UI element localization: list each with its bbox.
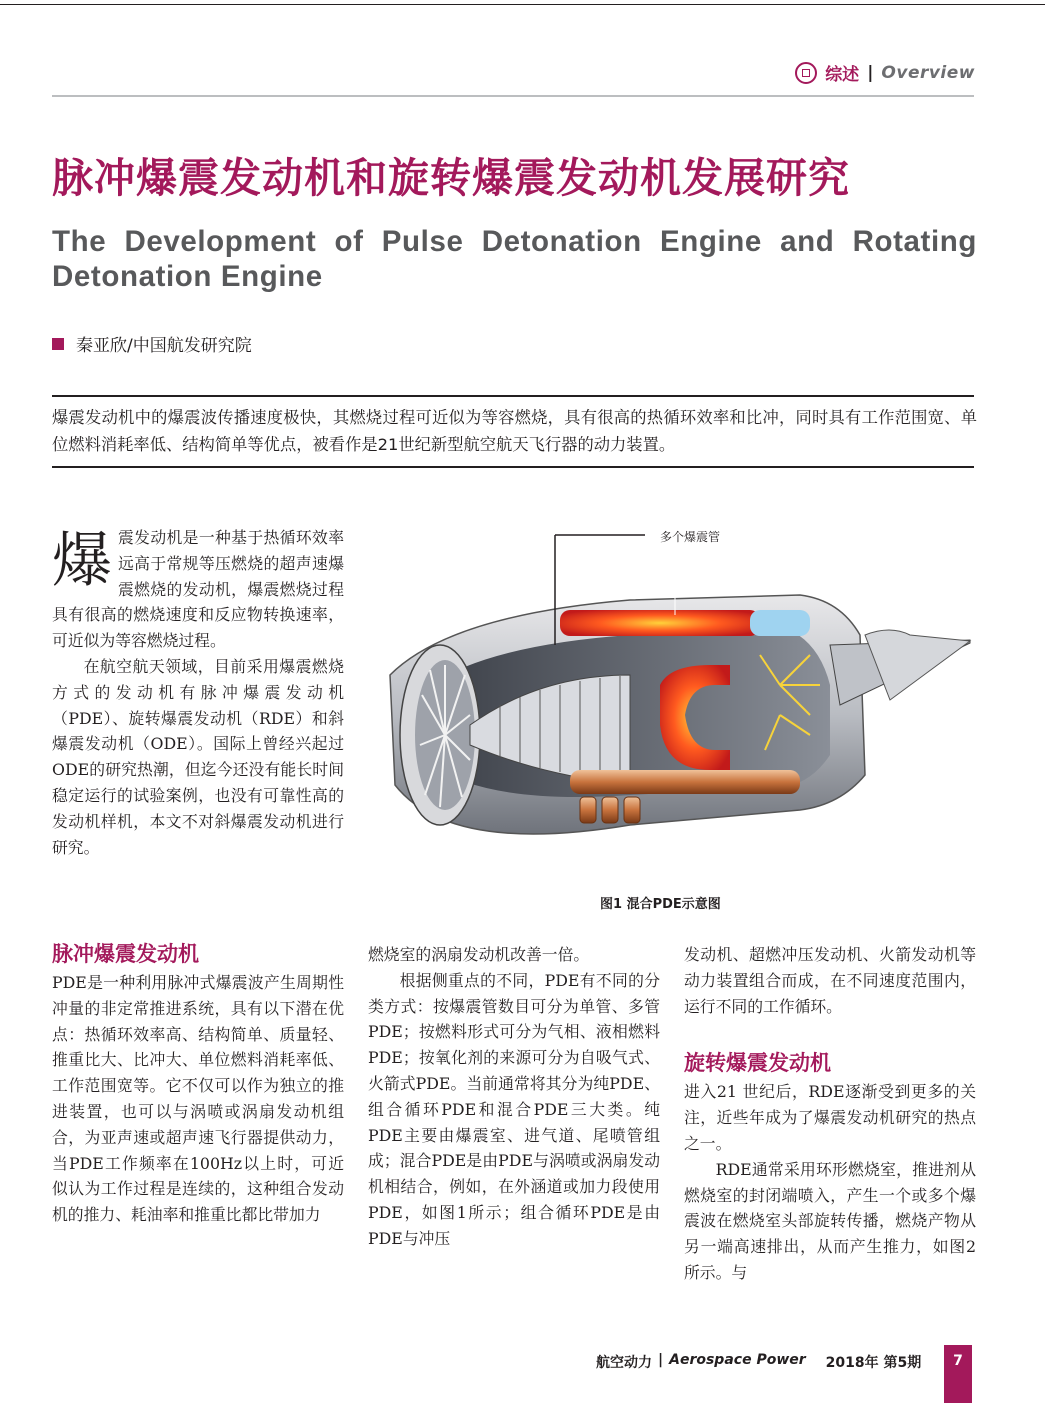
intro-text <box>52 525 344 860</box>
article-title-cn: 脉冲爆震发动机和旋转爆震发动机发展研究 <box>52 154 850 202</box>
section-heading-pde: 脉冲爆震发动机 <box>52 942 199 966</box>
journal-name-en: Aerospace Power <box>669 1352 806 1368</box>
column-1 <box>52 940 344 1228</box>
author-bullet-icon <box>52 338 64 350</box>
author-name: 秦亚欣/中国航发研究院 <box>76 336 252 356</box>
journal-name-cn: 航空动力 <box>596 1355 652 1371</box>
col3-paragraph-1: 发动机、超燃冲压发动机、火箭发动机等动力装置组合而成，在不同速度范围内，运行不同的工作循环。 <box>684 945 976 1016</box>
abstract-bottom-rule <box>52 466 974 468</box>
pde-paragraph: PDE是一种利用脉冲式爆震波产生周期性冲量的非定常推进系统，具有以下潜在优点：热循环效率高、结构简单、质量轻、推重比大、比冲大、单位燃料消耗率低、工作范围宽等。它不仅可以作为独立的推进装置，也可以与涡喷或涡扇发动机组合，为亚声速或超声速飞行器提供动力，当PDE工作频率在100Hz以上时，可近似认为工作过程是连续的，这种组合发动机的推力、耗油率和推重比都比带加力 <box>52 973 344 1225</box>
section-heading-rde: 旋转爆震发动机 <box>684 1051 831 1076</box>
column-3 <box>684 942 976 1286</box>
author-line <box>52 331 252 356</box>
section-separator: | <box>867 62 874 83</box>
intro-paragraph-1: 震发动机是一种基于热循环效率远高于常规等压燃烧的超声速爆震燃烧的发动机，爆震燃烧过程具有很高的燃烧速度和反应物转换速率，可近似为等容燃烧过程。 <box>52 528 344 651</box>
hybrid-pde-illustration <box>370 525 975 885</box>
figure-caption: 图1 混合PDE示意图 <box>600 897 721 912</box>
section-tag <box>795 60 975 85</box>
section-label-cn: 综述 <box>825 65 860 85</box>
intro-paragraph-2: 在航空航天领域，目前采用爆震燃烧方式的发动机有脉冲爆震发动机（PDE）、旋转爆震发动机（RDE）和斜爆震发动机（ODE）。国际上曾经兴起过ODE的研究热潮，但迄今还没有能长时间稳定运行的试验案例，也没有可靠性高的发动机样机，本文不对斜爆震发动机进行研究。 <box>52 656 344 857</box>
journal-seal-icon <box>795 62 817 84</box>
section-label-en: Overview <box>881 62 975 83</box>
figure-label: 多个爆震管 <box>660 530 721 544</box>
top-border <box>0 4 1045 5</box>
abstract-top-rule <box>52 395 974 397</box>
col3-paragraph-3: RDE通常采用环形燃烧室，推进剂从燃烧室的封闭端喷入，产生一个或多个爆震波在燃烧室头部旋转传播，燃烧产物从另一端高速排出，从而产生推力，如图2所示。与 <box>684 1159 976 1282</box>
header-rule <box>52 95 974 97</box>
footer <box>596 1352 921 1372</box>
col2-paragraph-1: 燃烧室的涡扇发动机改善一倍。 <box>368 945 590 964</box>
page-number: 7 <box>944 1345 972 1403</box>
figure-1 <box>370 525 975 885</box>
column-2 <box>368 942 660 1252</box>
issue-number: 2018年 第5期 <box>825 1355 922 1371</box>
col3-paragraph-2: 进入21 世纪后，RDE逐渐受到更多的关注，近些年成为了爆震发动机研究的热点之一。 <box>684 1082 976 1153</box>
article-title-en: The Development of Pulse Detonation Engine and Rotating Detonation Engine <box>52 225 977 293</box>
footer-separator: | <box>658 1352 664 1368</box>
drop-cap: 爆 <box>52 526 112 596</box>
abstract: 爆震发动机中的爆震波传播速度极快，其燃烧过程可近似为等容燃烧，具有很高的热循环效率和比冲，同时具有工作范围宽、单位燃料消耗率低、结构简单等优点，被看作是21世纪新型航空航天飞行器的动力装置。 <box>52 408 977 454</box>
col2-paragraph-2: 根据侧重点的不同，PDE有不同的分类方式：按爆震管数目可分为单管、多管PDE；按燃料形式可分为气相、液相燃料PDE；按氧化剂的来源可分为自吸气式、火箭式PDE。当前通常将其分为纯PDE、组合循环PDE和混合PDE三大类。纯PDE主要由爆震室、进气道、尾喷管组成；混合PDE是由PDE与涡喷或涡扇发动机相结合，例如，在外涵道或加力段使用PDE，如图1所示；组合循环PDE是由PDE与冲压 <box>368 970 660 1248</box>
